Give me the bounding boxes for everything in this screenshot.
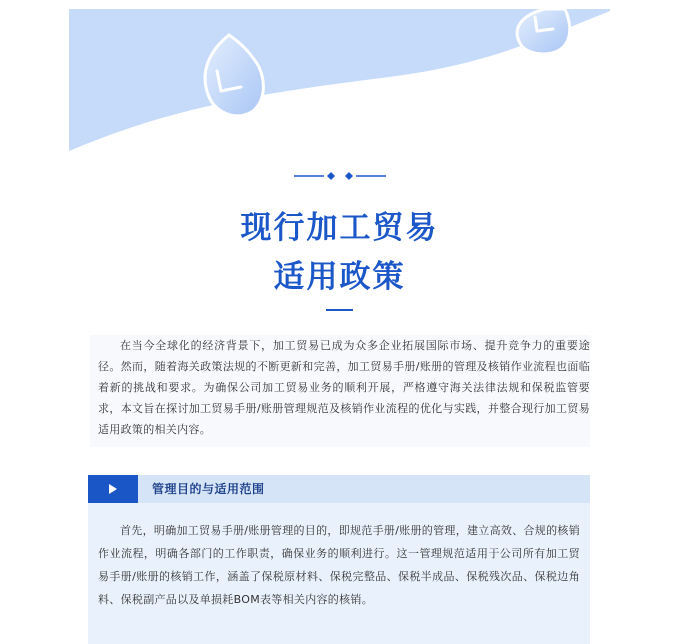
page-title-line-2: 适用政策: [273, 259, 406, 295]
section-paragraph: 首先，明确加工贸易手册/账册管理的目的，即规范手册/账册的管理，建立高效、合规的核销作业流程，明确各部门的工作职责，确保业务的顺利进行。这一管理规范适用于公司所有加工贸易手册/账册的核销工作，涵盖了保税原材料、保税完整品、保税半成品、保税残次品、保税边角料、保税副产品以及单损耗BOM表等相关内容的核销。: [98, 524, 581, 606]
title-underline: [326, 309, 353, 311]
section-title: 管理目的与适用范围: [152, 482, 265, 496]
intro-paragraph: 在当今全球化的经济背景下，加工贸易已成为众多企业拓展国际市场、提升竞争力的重要途径。然而，随着海关政策法规的不断更新和完善，加工贸易手册/账册的管理及核销作业流程也面临着新的挑战和要求。为确保公司加工贸易业务的顺利开展，严格遵守海关法律法规和保税监管要求，本文旨在探讨加工贸易手册/账册管理规范及核销作业流程的优化与实践，并整合现行加工贸易适用政策的相关内容。: [98, 339, 590, 436]
article: [69, 9, 610, 644]
diamond-divider-icon: [69, 167, 610, 185]
play-arrow-icon: [108, 484, 118, 494]
hero-banner: [69, 9, 610, 159]
section-tag: [88, 475, 138, 503]
intro-box: [90, 335, 590, 447]
page-title-line-1: 现行加工贸易: [240, 210, 439, 246]
section-header: [88, 475, 590, 503]
section-body: [88, 503, 590, 644]
